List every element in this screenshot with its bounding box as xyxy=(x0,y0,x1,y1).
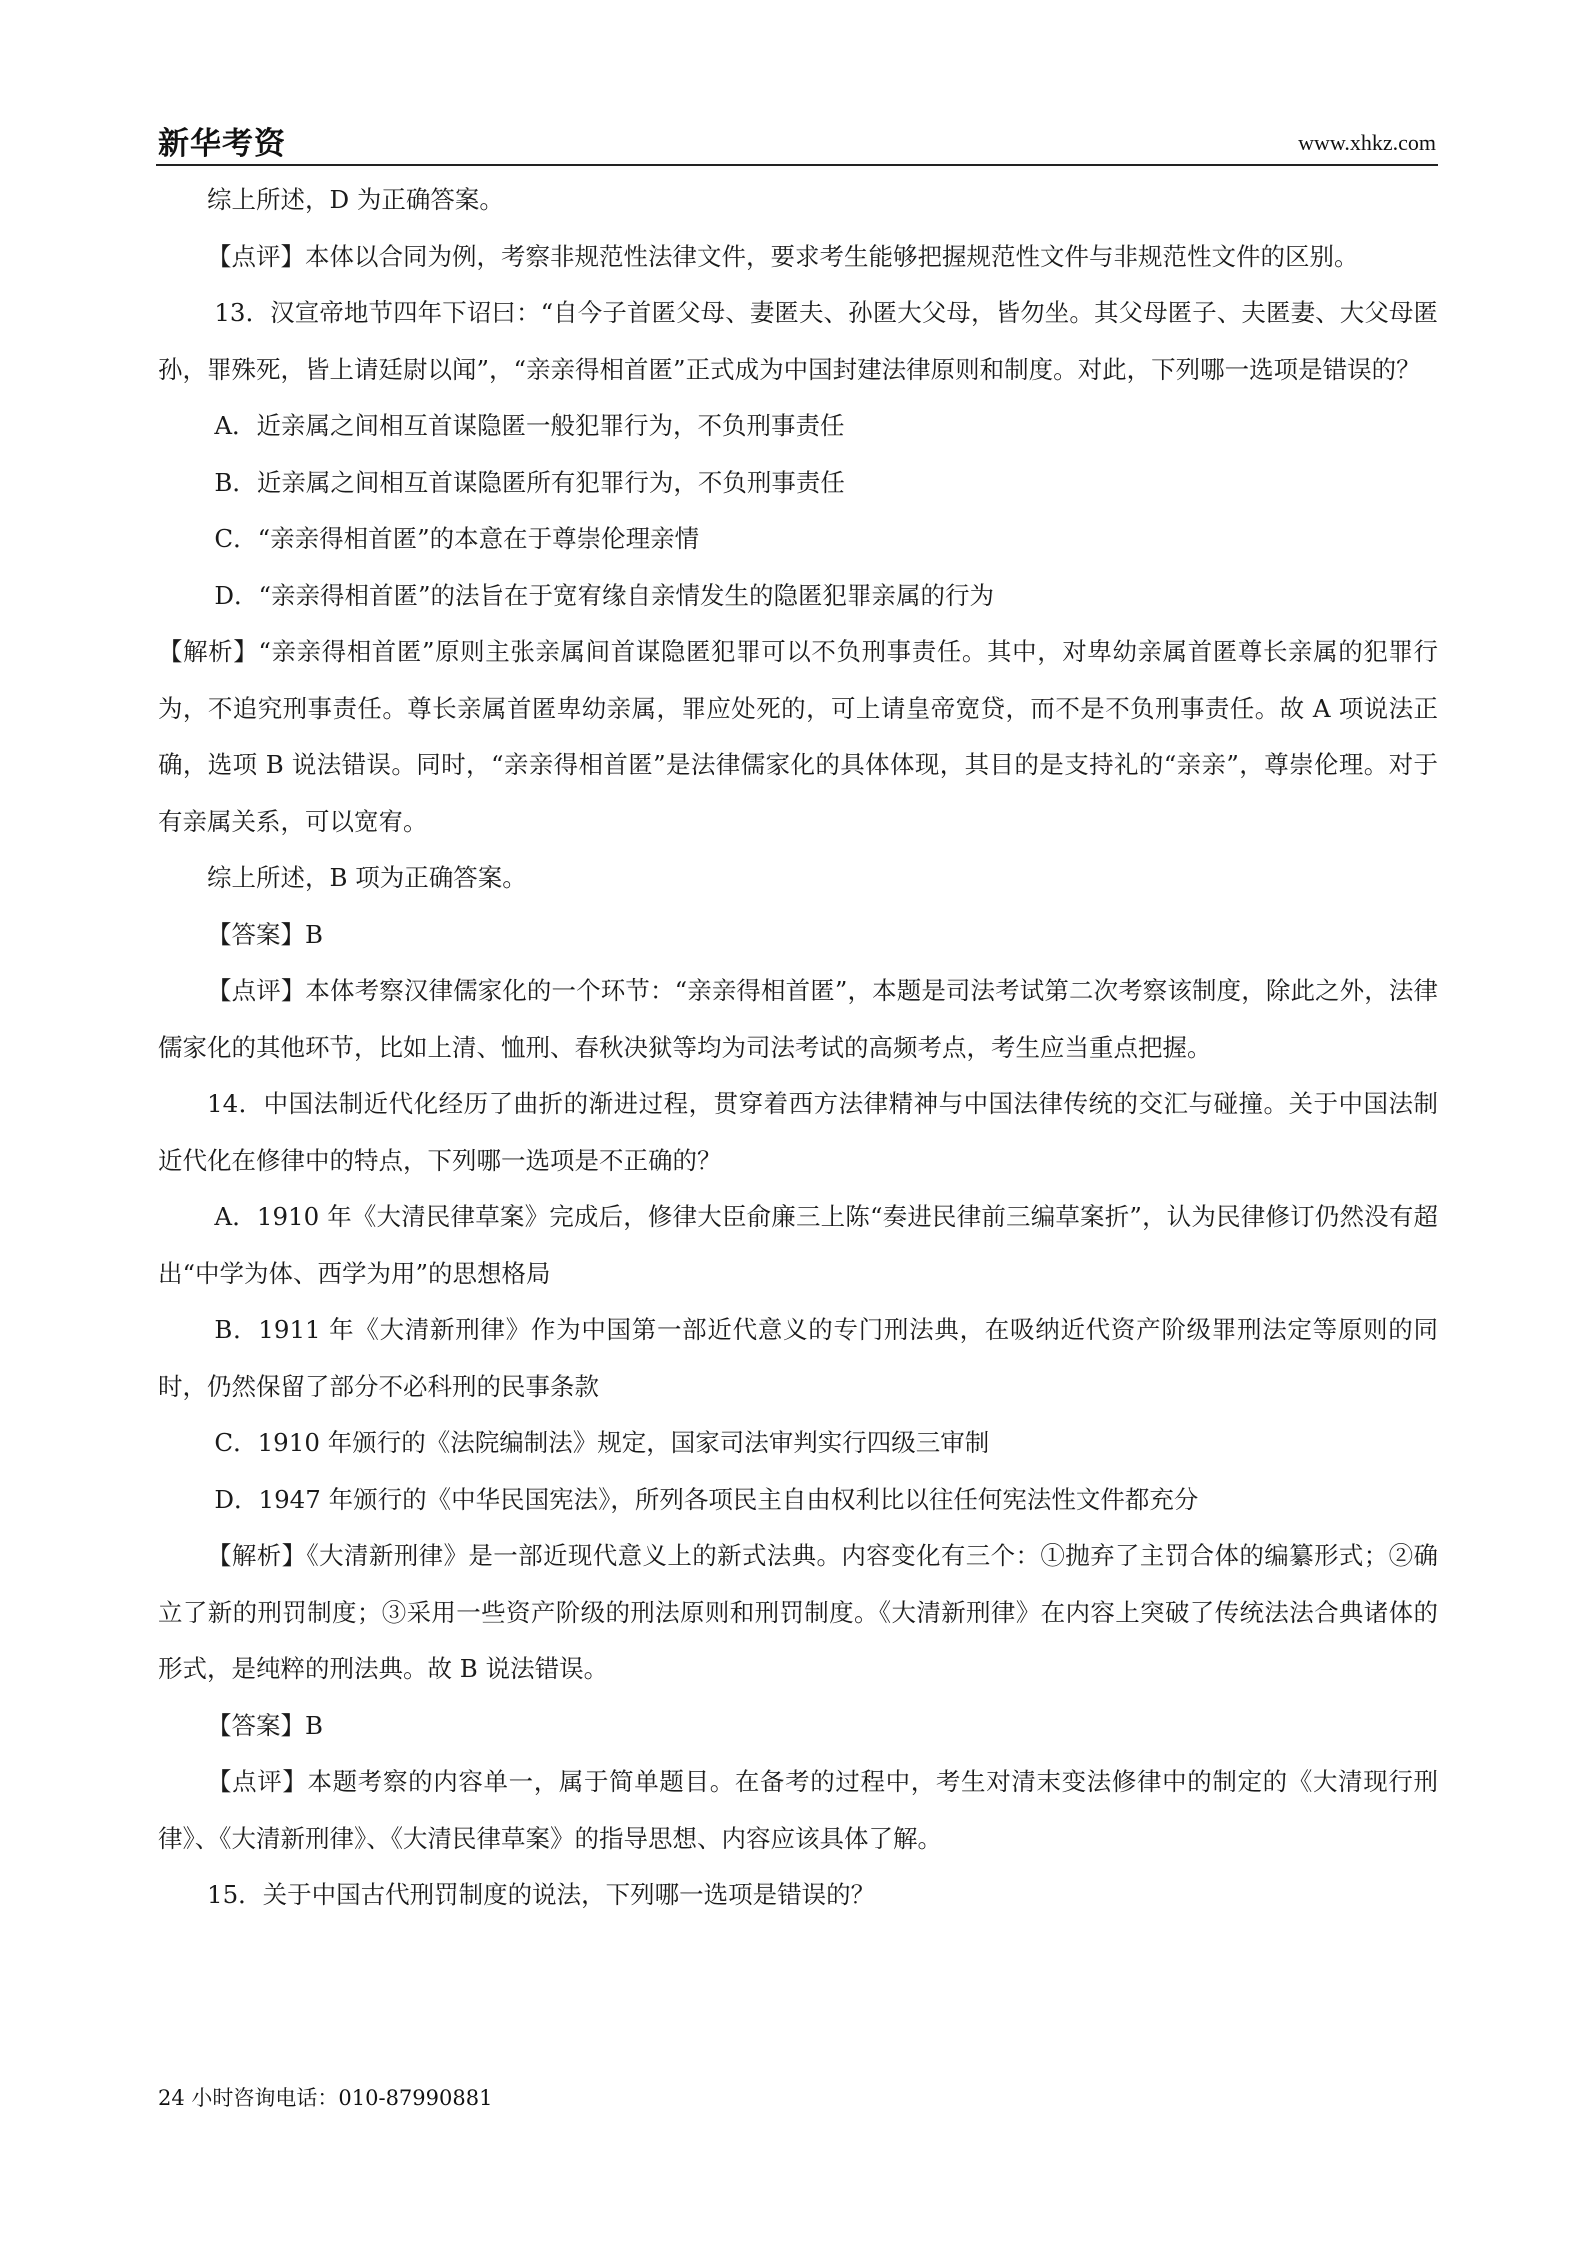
footer-hotline: 24 小时咨询电话：010-87990881 xyxy=(158,2086,493,2110)
header-brand: 新华考资 xyxy=(158,126,286,162)
comment-q12: 【点评】本体以合同为例，考察非规范性法律文件，要求考生能够把握规范性文件与非规范性文件的区别。 xyxy=(207,241,1359,271)
comment-q13: 【点评】本体考察汉律儒家化的一个环节：“亲亲得相首匿”，本题是司法考试第二次考察该制度，除此之外，法律儒家化的其他环节，比如上清、恤刑、春秋决狱等均为司法考试的高频考点，考生应当重点把握。 xyxy=(158,976,1438,1062)
summary-q12: 综上所述，D 为正确答案。 xyxy=(207,185,504,214)
document-body xyxy=(158,172,1438,1924)
q13-option-a: A．近亲属之间相互首谋隐匿一般犯罪行为，不负刑事责任 xyxy=(214,411,845,440)
question-15: 15．关于中国古代刑罚制度的说法，下列哪一选项是错误的？ xyxy=(207,1880,876,1909)
comment-q14: 【点评】本题考察的内容单一，属于简单题目。在备考的过程中，考生对清末变法修律中的制定的《大清现行刑律》、《大清新刑律》、《大清民律草案》的指导思想、内容应该具体了解。 xyxy=(158,1767,1438,1853)
summary-q13: 综上所述，B 项为正确答案。 xyxy=(207,863,527,892)
question-14: 14．中国法制近代化经历了曲折的渐进过程，贯穿着西方法律精神与中国法律传统的交汇与碰撞。关于中国法制近代化在修律中的特点，下列哪一选项是不正确的？ xyxy=(158,1089,1438,1175)
q13-option-b: B．近亲属之间相互首谋隐匿所有犯罪行为，不负刑事责任 xyxy=(214,467,845,497)
q14-option-c: C．1910 年颁行的《法院编制法》规定，国家司法审判实行四级三审制 xyxy=(214,1428,990,1457)
header-divider xyxy=(156,164,1438,166)
q14-option-a: A．1910 年《大清民律草案》完成后，修律大臣俞廉三上陈“奏进民律前三编草案折”，认为民律修订仍然没有超出“中学为体、西学为用”的思想格局 xyxy=(158,1202,1438,1288)
q14-option-b: B．1911 年《大清新刑律》作为中国第一部近代意义的专门刑法典，在吸纳近代资产阶级罪刑法定等原则的同时，仍然保留了部分不必科刑的民事条款 xyxy=(158,1315,1438,1401)
header-url[interactable]: www.xhkz.com xyxy=(1298,130,1436,155)
answer-q13: 【答案】B xyxy=(207,919,324,949)
analysis-q13: 【解析】“亲亲得相首匿”原则主张亲属间首谋隐匿犯罪可以不负刑事责任。其中，对卑幼亲属首匿尊长亲属的犯罪行为，不追究刑事责任。尊长亲属首匿卑幼亲属，罪应处死的，可上请皇帝宽贷，而不是不负刑事责任。故 A 项说法正确，选项 B 说法错误。同时，“亲亲得相首匿”是法律儒家化的具体体现，其目的是支持礼的“亲亲”，尊崇伦理。对于有亲属关系，可以宽宥。 xyxy=(158,637,1438,836)
question-13: 13．汉宣帝地节四年下诏曰：“自今子首匿父母、妻匿夫、孙匿大父母，皆勿坐。其父母匿子、夫匿妻、大父母匿孙，罪殊死，皆上请廷尉以闻”，“亲亲得相首匿”正式成为中国封建法律原则和制度。对此，下列哪一选项是错误的？ xyxy=(158,298,1438,384)
analysis-q14: 【解析】《大清新刑律》是一部近现代意义上的新式法典。内容变化有三个：①抛弃了主罚合体的编纂形式；②确立了新的刑罚制度；③采用一些资产阶级的刑法原则和刑罚制度。《大清新刑律》在内容上突破了传统法法合典诸体的形式，是纯粹的刑法典。故 B 说法错误。 xyxy=(158,1541,1438,1683)
q14-option-d: D．1947 年颁行的《中华民国宪法》，所列各项民主自由权利比以往任何宪法性文件都充分 xyxy=(214,1484,1199,1514)
q13-option-c: C．“亲亲得相首匿”的本意在于尊崇伦理亲情 xyxy=(214,524,700,553)
answer-q14: 【答案】B xyxy=(207,1710,324,1740)
q13-option-d: D．“亲亲得相首匿”的法旨在于宽宥缘自亲情发生的隐匿犯罪亲属的行为 xyxy=(214,580,995,610)
